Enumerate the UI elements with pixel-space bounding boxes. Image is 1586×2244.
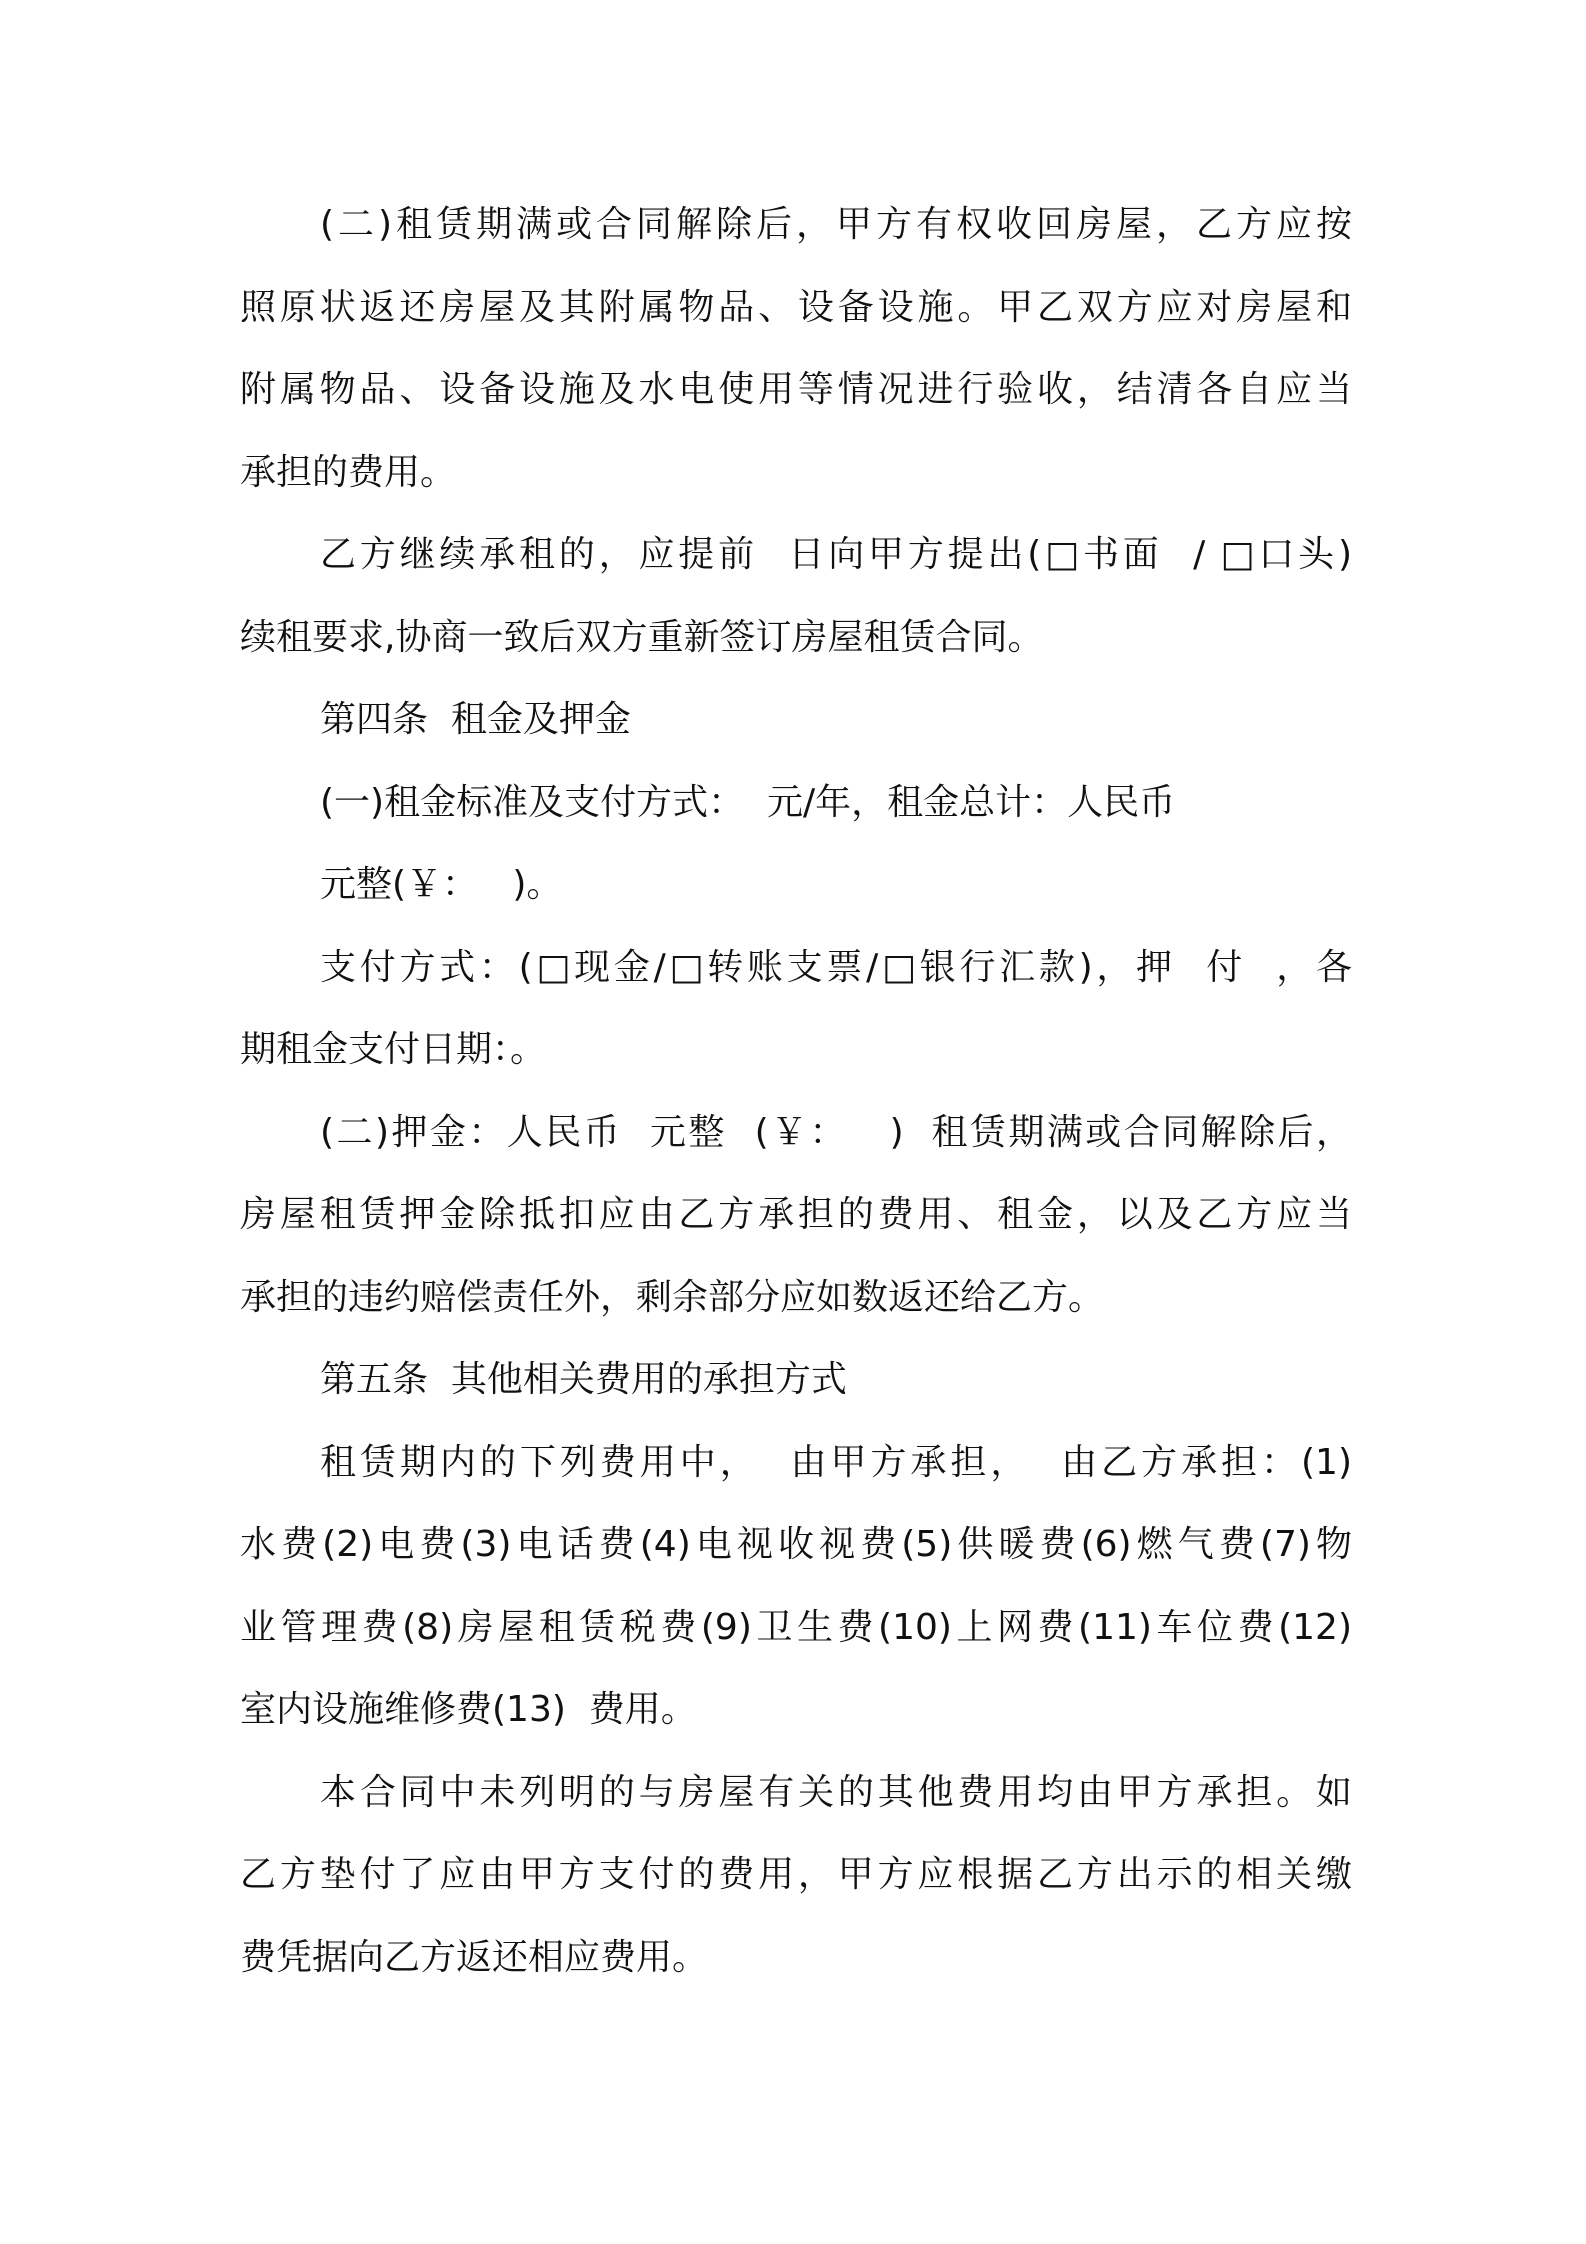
paragraph-line: 承担的费用。 xyxy=(240,451,457,493)
paragraph-line: 室内设施维修费(13) 费用。 xyxy=(240,1689,697,1730)
paragraph-line: 乙方垫付了应由甲方支付的费用，甲方应根据乙方出示的相关缴 xyxy=(240,1854,1352,1895)
paragraph-line: (二)租赁期满或合同解除后，甲方有权收回房屋，乙方应按 xyxy=(320,204,1352,245)
section-heading: 第四条 租金及押金 xyxy=(320,699,631,740)
paragraph-line: 业管理费(8)房屋租赁税费(9)卫生费(10)上网费(11)车位费(12) xyxy=(240,1606,1352,1648)
paragraph-line: 附属物品、设备设施及水电使用等情况进行验收，结清各自应当 xyxy=(240,369,1352,410)
contract-text xyxy=(240,184,1352,1999)
paragraph-line: 费凭据向乙方返还相应费用。 xyxy=(240,1936,709,1978)
paragraph-line: 乙方继续承租的，应提前 日向甲方提出(□书面 / □口头) xyxy=(320,534,1352,575)
paragraph-line: 支付方式：(□现金/□转账支票/□银行汇款)，押 付 ，各 xyxy=(320,946,1352,988)
paragraph-line: 元整(￥： )。 xyxy=(320,864,563,905)
paragraph-line: (一)租金标准及支付方式： 元/年，租金总计：人民币 xyxy=(320,781,1176,823)
paragraph-line: 续租要求,协商一致后双方重新签订房屋租赁合同。 xyxy=(240,616,1044,658)
paragraph-line: 本合同中未列明的与房屋有关的其他费用均由甲方承担。如 xyxy=(320,1771,1352,1813)
paragraph-line: 期租金支付日期：。 xyxy=(240,1029,547,1070)
paragraph-line: 水费(2)电费(3)电话费(4)电视收视费(5)供暖费(6)燃气费(7)物 xyxy=(240,1524,1352,1565)
paragraph-line: 照原状返还房屋及其附属物品、设备设施。甲乙双方应对房屋和 xyxy=(240,286,1352,328)
paragraph-line: 房屋租赁押金除抵扣应由乙方承担的费用、租金，以及乙方应当 xyxy=(240,1194,1352,1235)
paragraph-line: (二)押金：人民币 元整 (￥： ) 租赁期满或合同解除后， xyxy=(320,1111,1352,1153)
paragraph-line: 承担的违约赔偿责任外，剩余部分应如数返还给乙方。 xyxy=(240,1276,1105,1318)
paragraph-line: 租赁期内的下列费用中， 由甲方承担， 由乙方承担：(1) xyxy=(320,1441,1352,1483)
section-heading: 第五条 其他相关费用的承担方式 xyxy=(320,1359,847,1400)
